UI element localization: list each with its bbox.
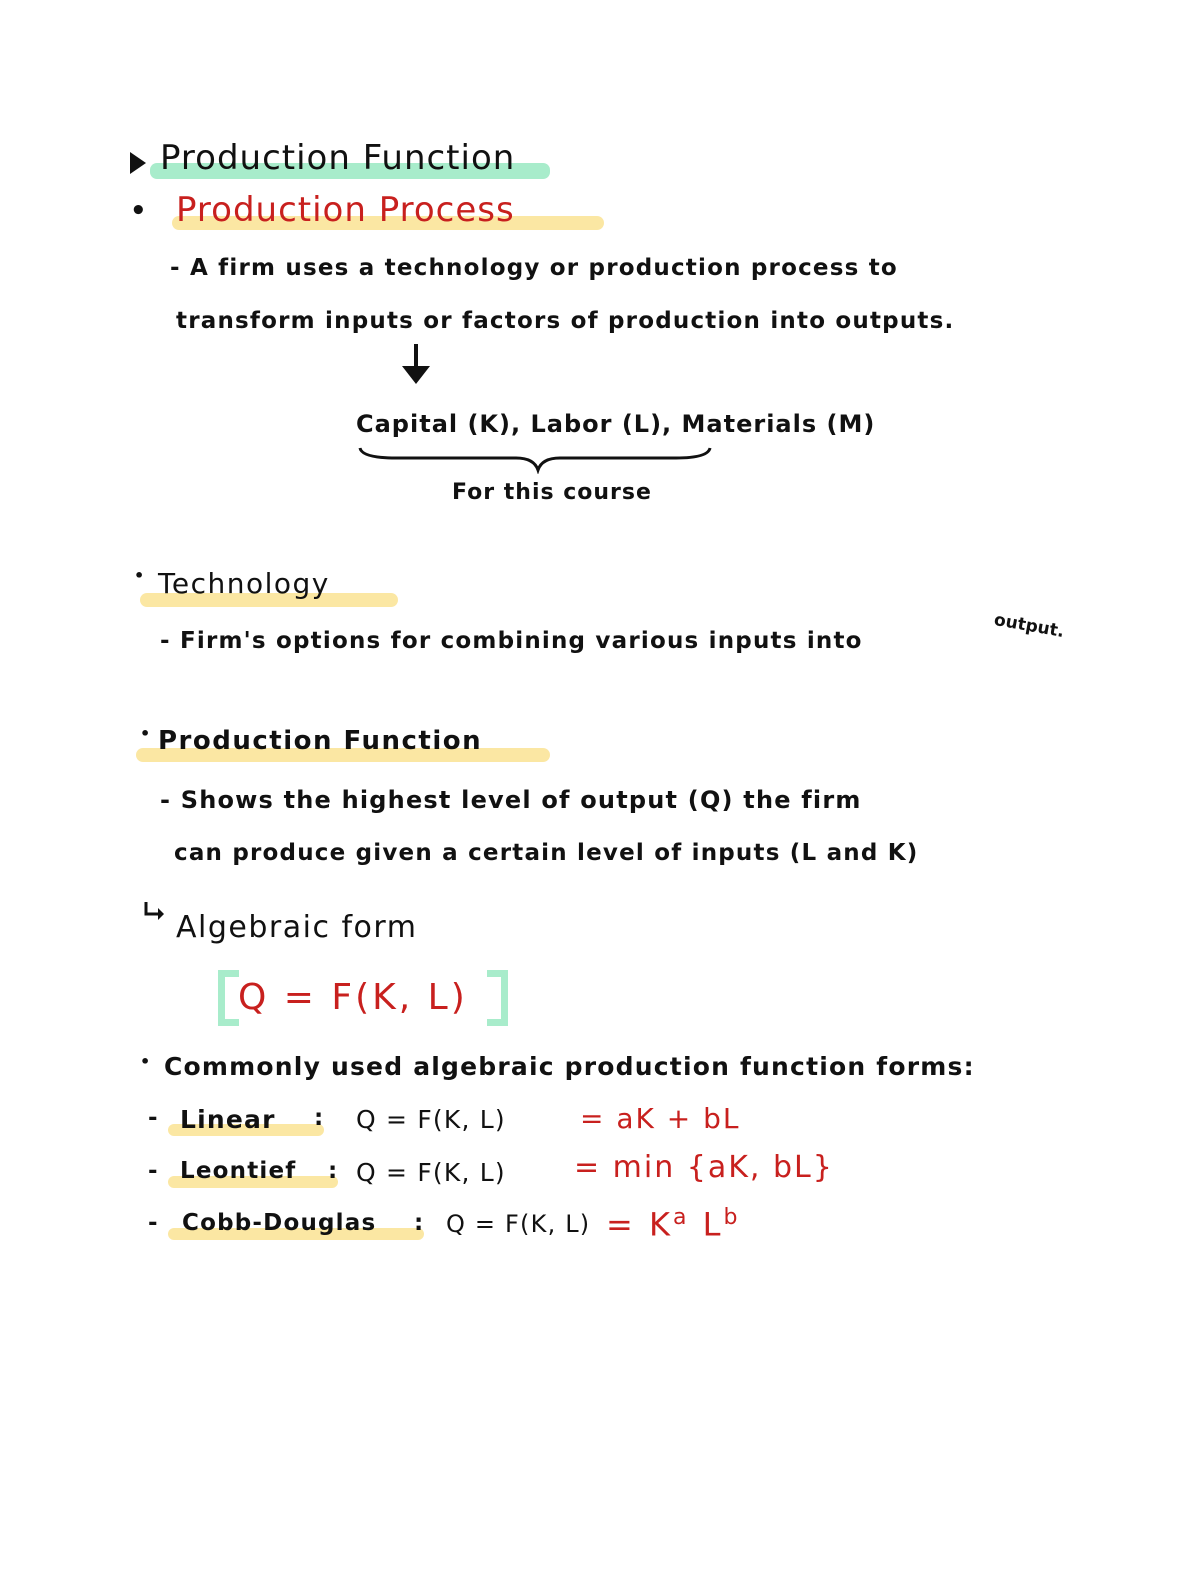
linear-colon: : <box>314 1105 325 1131</box>
forms-intro: Commonly used algebraic production function forms: <box>164 1052 975 1081</box>
bullet-dot: • <box>130 196 147 226</box>
leontief-colon: : <box>328 1158 339 1184</box>
bullet-dot: • <box>140 1052 151 1071</box>
cobb-douglas-dash: - <box>148 1210 159 1236</box>
cobb-douglas-l: L <box>702 1205 724 1244</box>
linear-lhs: Q = F(K, L) <box>356 1105 506 1134</box>
bullet-dot: • <box>134 566 145 585</box>
exponent-b: b <box>723 1205 741 1230</box>
page-title: Production Function <box>160 138 516 178</box>
cobb-douglas-k: = K <box>606 1205 673 1244</box>
leontief-name: Leontief <box>180 1158 297 1184</box>
return-arrow-icon <box>142 900 166 922</box>
cobb-douglas-colon: : <box>414 1210 425 1236</box>
process-line-1: - A firm uses a technology or production process to <box>170 255 898 281</box>
play-triangle-icon <box>128 150 148 176</box>
leontief-rhs: = min {aK, bL} <box>574 1150 834 1185</box>
linear-name: Linear <box>180 1105 276 1134</box>
leontief-dash: - <box>148 1158 159 1184</box>
linear-rhs: = aK + bL <box>580 1102 741 1135</box>
bullet-dot: • <box>140 724 151 743</box>
function-title: Production Function <box>158 726 483 756</box>
technology-title: Technology <box>158 567 330 600</box>
exponent-a: a <box>672 1205 690 1230</box>
cobb-douglas-lhs: Q = F(K, L) <box>446 1210 591 1238</box>
output-word: output. <box>992 610 1066 642</box>
process-line-2: transform inputs or factors of production into outputs. <box>176 308 955 334</box>
leontief-lhs: Q = F(K, L) <box>356 1158 506 1187</box>
brace-note: For this course <box>452 480 652 505</box>
function-line-1: - Shows the highest level of output (Q) the firm <box>160 786 862 814</box>
technology-line-1: - Firm's options for combining various inputs into <box>160 628 863 654</box>
function-line-2: can produce given a certain level of inputs (L and K) <box>174 840 919 866</box>
down-arrow-icon <box>396 340 436 390</box>
linear-dash: - <box>148 1105 159 1131</box>
inputs-list: Capital (K), Labor (L), Materials (M) <box>356 410 876 438</box>
cobb-douglas-rhs <box>606 1205 740 1244</box>
algebraic-form-label: Algebraic form <box>176 910 418 945</box>
cobb-douglas-name: Cobb-Douglas <box>182 1210 377 1236</box>
process-title: Production Process <box>176 190 515 230</box>
curly-brace <box>356 444 716 474</box>
main-formula: Q = F(K, L) <box>238 977 468 1018</box>
